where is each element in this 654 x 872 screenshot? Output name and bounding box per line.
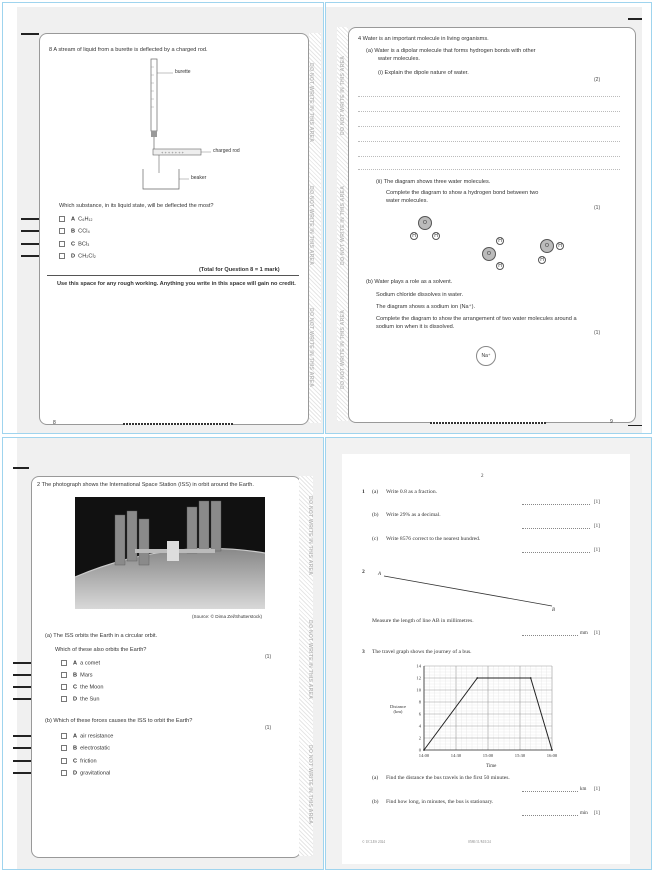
unit: km bbox=[580, 787, 587, 792]
part-b: (b) Water plays a role as a solvent. bbox=[366, 279, 453, 285]
rough-working-note: Use this space for any rough working. Anything you write in this space will gain no credit. bbox=[57, 281, 296, 287]
point-b-label: B bbox=[552, 608, 556, 613]
checkbox[interactable] bbox=[61, 733, 67, 739]
part-b-text: The diagram shows a sodium ion (Na⁺). bbox=[376, 304, 476, 310]
y-tick-label: 4 bbox=[418, 723, 421, 729]
checkbox[interactable] bbox=[61, 745, 67, 751]
answer-line[interactable] bbox=[358, 156, 620, 157]
hydrogen-atom: H bbox=[556, 242, 564, 250]
option-b[interactable]: B CCl₄ bbox=[59, 228, 90, 235]
registration-mark bbox=[21, 255, 39, 257]
data-point bbox=[551, 749, 553, 751]
data-point bbox=[423, 749, 425, 751]
part-b-text: Sodium chloride dissolves in water. bbox=[376, 292, 464, 298]
marks: [1] bbox=[594, 548, 600, 553]
answer-line[interactable] bbox=[358, 96, 620, 97]
hydrogen-atom: H bbox=[432, 232, 440, 240]
part-b-text: Complete the diagram to show the arrangement of two water molecules around a bbox=[376, 316, 577, 322]
option-a[interactable]: A a comet bbox=[61, 660, 100, 667]
marks: (2) bbox=[594, 77, 601, 83]
data-point bbox=[476, 677, 478, 679]
registration-mark bbox=[13, 772, 31, 774]
marks: [1] bbox=[594, 811, 600, 816]
answer-line[interactable] bbox=[522, 528, 590, 529]
iss-photo bbox=[75, 497, 265, 609]
sodium-ion: Na⁺ bbox=[476, 346, 496, 366]
checkbox[interactable] bbox=[61, 684, 67, 690]
checkbox[interactable] bbox=[59, 253, 65, 259]
answer-line[interactable] bbox=[522, 552, 590, 553]
x-axis-label: Time bbox=[486, 764, 497, 769]
footer-left: © UCLES 2024 bbox=[362, 840, 386, 844]
x-tick-label: 16:00 bbox=[546, 753, 558, 758]
registration-mark bbox=[13, 662, 31, 664]
question-3a: Find the distance the bus travels in the first 50 minutes. bbox=[386, 775, 510, 781]
question-4-title: 4 Water is an important molecule in living organisms. bbox=[358, 36, 489, 42]
option-c[interactable]: C friction bbox=[61, 758, 97, 765]
part-a-ii-cont: Complete the diagram to show a hydrogen bond between two bbox=[386, 190, 539, 196]
y-tick-label: 14 bbox=[416, 663, 421, 669]
registration-mark bbox=[13, 698, 31, 700]
y-tick-label: 8 bbox=[418, 699, 421, 705]
question-8-prompt: Which substance, in its liquid state, will be deflected the most? bbox=[59, 203, 214, 209]
registration-mark bbox=[13, 760, 31, 762]
margin-warning: DO NOT WRITE IN THIS AREA bbox=[340, 55, 346, 135]
question-3-text: The travel graph shows the journey of a bus. bbox=[372, 649, 472, 655]
checkbox[interactable] bbox=[61, 696, 67, 702]
beaker-label: beaker bbox=[191, 175, 207, 181]
registration-mark bbox=[628, 18, 642, 20]
page-number: 2 bbox=[481, 474, 484, 479]
page-panel-q8 bbox=[2, 2, 324, 434]
part-label: (b) bbox=[372, 512, 379, 518]
part-b-text: sodium ion when it is dissolved. bbox=[376, 324, 455, 330]
y-tick-label: 10 bbox=[416, 687, 421, 693]
y-axis-label: Distance (km) bbox=[389, 704, 407, 715]
answer-line[interactable] bbox=[358, 141, 620, 142]
answer-line[interactable] bbox=[522, 791, 578, 792]
answer-line[interactable] bbox=[522, 504, 590, 505]
x-tick-label: 14:30 bbox=[450, 753, 462, 758]
part-a: (a) Water is a dipolar molecule that forms hydrogen bonds with other bbox=[366, 48, 536, 54]
registration-mark bbox=[13, 467, 29, 469]
x-tick-label: 14:00 bbox=[418, 753, 430, 758]
option-c[interactable]: C the Moon bbox=[61, 684, 103, 691]
burette-label: burette bbox=[175, 69, 191, 75]
checkbox[interactable] bbox=[61, 770, 67, 776]
registration-mark bbox=[13, 735, 31, 737]
part-a-ii-cont: water molecules. bbox=[386, 198, 428, 204]
question-3b: Find how long, in minutes, the bus is stationary. bbox=[386, 799, 494, 805]
question-1b: Write 29% as a decimal. bbox=[386, 512, 441, 518]
oxygen-atom: O bbox=[540, 239, 554, 253]
part-label: (b) bbox=[372, 799, 379, 805]
hydrogen-atom: H bbox=[496, 237, 504, 245]
y-tick-label: 6 bbox=[418, 711, 421, 717]
answer-line[interactable] bbox=[358, 126, 620, 127]
option-b[interactable]: B electrostatic bbox=[61, 745, 110, 752]
part-label: (a) bbox=[372, 775, 379, 781]
page-panel-q4 bbox=[325, 2, 652, 434]
option-c[interactable]: C BCl₃ bbox=[59, 241, 89, 248]
oxygen-atom: O bbox=[482, 247, 496, 261]
hydrogen-atom: H bbox=[496, 262, 504, 270]
footer-code: 0580/11/M/J/24 bbox=[468, 840, 491, 844]
marks: [1] bbox=[594, 500, 600, 505]
point-a-label: A bbox=[378, 572, 382, 577]
marks: [1] bbox=[594, 787, 600, 792]
part-a-ii: (ii) The diagram shows three water molecules. bbox=[376, 179, 491, 185]
question-number: 1 bbox=[362, 489, 365, 495]
question-8-title: 8 A stream of liquid from a burette is deflected by a charged rod. bbox=[49, 47, 208, 53]
marks: (1) bbox=[265, 654, 272, 660]
marks: [1] bbox=[594, 631, 600, 636]
registration-mark bbox=[21, 243, 39, 245]
answer-line[interactable] bbox=[522, 635, 578, 636]
hydrogen-atom: H bbox=[410, 232, 418, 240]
unit: mm bbox=[580, 631, 588, 636]
margin-warning: DO NOT WRITE IN THIS AREA bbox=[340, 309, 346, 389]
question-number: 3 bbox=[362, 649, 365, 655]
question-number: 2 bbox=[362, 569, 365, 575]
option-d[interactable]: D CH₂Cl₂ bbox=[59, 253, 96, 260]
y-tick-label: 12 bbox=[416, 675, 421, 681]
page-number: 9 bbox=[610, 419, 613, 425]
page-number: 8 bbox=[53, 420, 56, 426]
part-a: (a) The ISS orbits the Earth in a circular orbit. bbox=[45, 633, 158, 639]
answer-line[interactable] bbox=[358, 169, 620, 170]
marks: (1) bbox=[265, 725, 272, 731]
margin-warning: DO NOT WRITE IN THIS AREA bbox=[307, 620, 313, 700]
registration-mark bbox=[21, 218, 39, 220]
x-tick-label: 15:30 bbox=[514, 753, 526, 758]
margin-warning: DO NOT WRITE IN THIS AREA bbox=[340, 185, 346, 265]
image-source: (Source: © Dima Zel/Shutterstock) bbox=[192, 614, 263, 619]
part-label: (a) bbox=[372, 489, 379, 495]
answer-line[interactable] bbox=[358, 111, 620, 112]
registration-mark bbox=[628, 425, 642, 426]
registration-mark bbox=[13, 686, 31, 688]
option-a[interactable]: A C₆H₁₂ bbox=[59, 216, 93, 223]
y-tick-label: 0 bbox=[418, 747, 421, 753]
marks: (1) bbox=[594, 205, 601, 211]
line-ab bbox=[378, 570, 558, 614]
registration-mark bbox=[21, 230, 39, 232]
option-a[interactable]: A air resistance bbox=[61, 733, 113, 740]
marks: [1] bbox=[594, 524, 600, 529]
oxygen-atom: O bbox=[418, 216, 432, 230]
question-2-text: Measure the length of line AB in millimetres. bbox=[372, 618, 474, 624]
option-b[interactable]: B Mars bbox=[61, 672, 93, 679]
barcode bbox=[123, 423, 233, 425]
part-a-cont: water molecules. bbox=[378, 56, 420, 62]
question-1a: Write 0.8 as a fraction. bbox=[386, 489, 438, 495]
checkbox[interactable] bbox=[59, 228, 65, 234]
burette-diagram bbox=[113, 57, 233, 197]
option-d[interactable]: D the Sun bbox=[61, 696, 99, 703]
margin-warning: DO NOT WRITE IN THIS AREA bbox=[308, 186, 314, 266]
page-panel-maths bbox=[325, 437, 652, 870]
question-8-total: (Total for Question 8 = 1 mark) bbox=[199, 267, 280, 273]
charged-rod-label: charged rod bbox=[213, 148, 240, 154]
margin-warning: DO NOT WRITE IN THIS AREA bbox=[308, 63, 314, 143]
question-1c: Write 8576 correct to the nearest hundred. bbox=[386, 536, 481, 542]
margin-warning: DO NOT WRITE IN THIS AREA bbox=[307, 745, 313, 825]
page-panel-q2 bbox=[2, 437, 324, 870]
registration-mark bbox=[21, 33, 39, 35]
checkbox[interactable] bbox=[59, 216, 65, 222]
checkbox[interactable] bbox=[59, 241, 65, 247]
margin-warning: DO NOT WRITE IN THIS AREA bbox=[308, 308, 314, 388]
option-d[interactable]: D gravitational bbox=[61, 770, 110, 777]
part-label: (c) bbox=[372, 536, 379, 542]
marks: (1) bbox=[594, 330, 601, 336]
answer-line[interactable] bbox=[522, 815, 578, 816]
unit: min bbox=[580, 811, 588, 816]
checkbox[interactable] bbox=[61, 758, 67, 764]
travel-graph bbox=[410, 662, 570, 762]
registration-mark bbox=[13, 747, 31, 749]
svg-text:+ + + + + + +: + + + + + + + bbox=[161, 150, 185, 155]
data-point bbox=[530, 677, 532, 679]
x-tick-label: 15:00 bbox=[482, 753, 494, 758]
part-b: (b) Which of these forces causes the ISS to orbit the Earth? bbox=[45, 718, 193, 724]
part-a-question: Which of these also orbits the Earth? bbox=[55, 647, 147, 653]
checkbox[interactable] bbox=[61, 672, 67, 678]
part-a-i: (i) Explain the dipole nature of water. bbox=[378, 70, 469, 76]
barcode bbox=[430, 422, 546, 424]
margin-warning: DO NOT WRITE IN THIS AREA bbox=[307, 496, 313, 576]
question-2-title: 2 The photograph shows the International Space Station (ISS) in orbit around the Earth. bbox=[37, 482, 254, 488]
registration-mark bbox=[13, 674, 31, 676]
y-tick-label: 2 bbox=[418, 735, 421, 741]
checkbox[interactable] bbox=[61, 660, 67, 666]
hydrogen-atom: H bbox=[538, 256, 546, 264]
